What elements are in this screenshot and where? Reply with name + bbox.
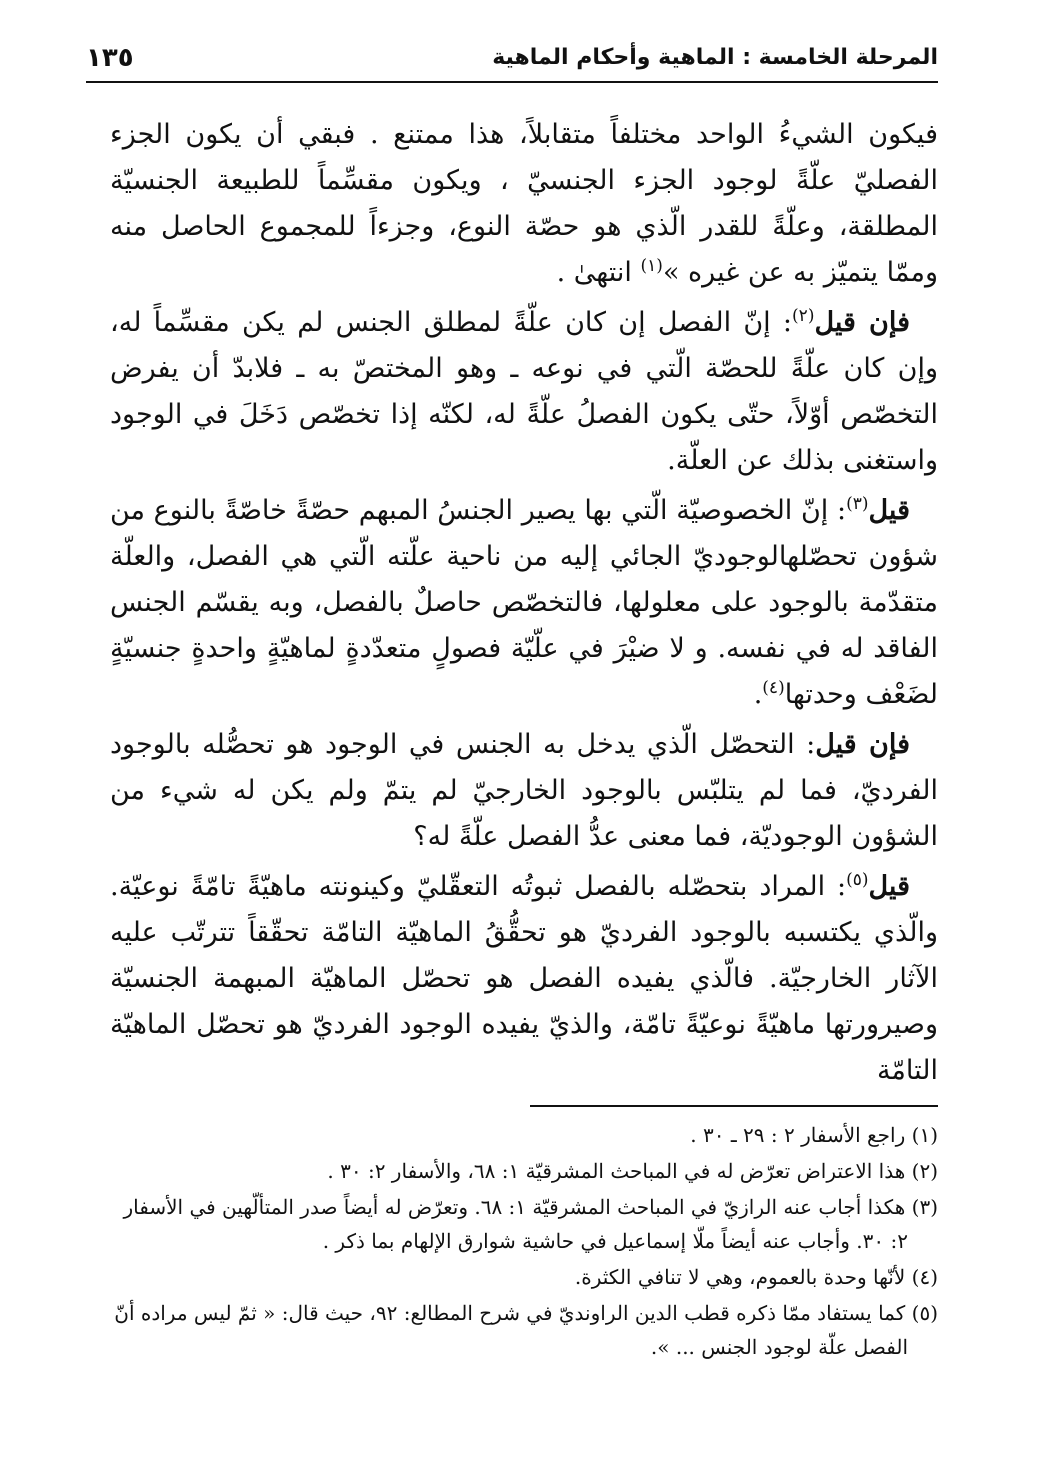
paragraph: [110, 300, 938, 484]
main-text: [110, 112, 938, 1098]
paragraph-tail: .: [753, 679, 763, 710]
paragraph-tail: انتهىٰ .: [556, 257, 641, 288]
footnote: [110, 1118, 938, 1152]
footnote-number: (٣): [911, 1195, 938, 1219]
paragraph: [110, 488, 938, 718]
footnote-text: هذا الاعتراض تعرّض له في المباحث المشرقيّة ١: ٦٨، والأسفار ٢: ٣٠ .: [327, 1159, 906, 1183]
footnote: [110, 1296, 938, 1364]
paragraph: [110, 722, 938, 860]
footnote-text: راجع الأسفار ٢ : ٢٩ ـ ٣٠ .: [690, 1123, 906, 1147]
paragraph: [110, 112, 938, 296]
footnote-ref[interactable]: (١): [640, 256, 663, 276]
footnote-rule: [530, 1105, 938, 1107]
page-header: [86, 40, 938, 80]
page-number: ١٣٥: [86, 43, 134, 73]
footnotes: [110, 1118, 938, 1366]
paragraph-text: : إنّ الفصل إن كان علّةً لمطلق الجنس لم يكن مقسِّماً له، وإن كان علّةً للحصّة الّتي في نوعه ـ وهو المختصّ به ـ فلابدّ أن يفرض التخصّص أوّلاً، حتّى يكون الفصلُ علّةً له، لكنّه إذا تخصّص دَخَلَ في الوجود واستغنى بذلك عن العلّة.: [110, 307, 938, 476]
footnote-text: هكذا أجاب عنه الرازيّ في المباحث المشرقيّة ١: ٦٨. وتعرّض له أيضاً صدر المتألّهين في الأسفار ٢: ٣٠. وأجاب عنه أيضاً ملّا إسماعيل في حاشية شوارق الإلهام بما ذكر .: [123, 1195, 908, 1253]
paragraph-lead: قيل: [868, 495, 910, 526]
footnote-ref[interactable]: (٢): [792, 306, 815, 326]
footnote-text: لأنّها وحدة بالعموم، وهي لا تنافي الكثرة.: [574, 1265, 906, 1289]
paragraph-text: : المراد بتحصّله بالفصل ثبوتُه التعقّليّ وكينونته ماهيّةً تامّةً نوعيّة. والّذي يكتسبه بالوجود الفرديّ هو تحقُّقُ الماهيّة التامّة تحقّقاً تترتّب عليه الآثار الخارجيّة. فالّذي يفيده الفصل هو تحصّل الماهيّة المبهمة الجنسيّة وصيرورتها ماهيّةً نوعيّةً تامّة، والذيّ يفيده الوجود الفرديّ هو تحصّل الماهيّة التامّة: [110, 871, 938, 1086]
paragraph-text: : إنّ الخصوصيّة الّتي بها يصير الجنسُ المبهم حصّةً خاصّةً بالنوع من شؤون تحصّلهالوجوديّ الجائي إليه من ناحية علّته الّتي هي الفصل، والعلّة متقدّمة بالوجود على معلولها، فالتخصّص حاصلٌ بالفصل، وبه يقسّم الجنس الفاقد له في نفسه. و لا ضيْرَ في علّيّة فصولٍ متعدّدةٍ لماهيّةٍ واحدةٍ جنسيّةٍ لضَعْف وحدتها: [110, 495, 938, 710]
paragraph: [110, 864, 938, 1094]
header-rule: [86, 81, 938, 83]
footnote: [110, 1260, 938, 1294]
running-title: المرحلة الخامسة : الماهية وأحكام الماهية: [492, 45, 938, 70]
footnote-number: (١): [911, 1123, 938, 1147]
footnote-ref[interactable]: (٤): [762, 678, 785, 698]
footnote-number: (٥): [911, 1301, 938, 1325]
footnote-ref[interactable]: (٥): [846, 870, 869, 890]
footnote-ref[interactable]: (٣): [846, 494, 869, 514]
paragraph-lead: فإن قيل: [815, 729, 910, 760]
paragraph-lead: قيل: [868, 871, 910, 902]
footnote-text: كما يستفاد ممّا ذكره قطب الدين الراونديّ في شرح المطالع: ٩٢، حيث قال: « ثمّ ليس مراده أنّ الفصل علّة لوجود الجنس ... ».: [114, 1301, 908, 1359]
paragraph-lead: فإن قيل: [814, 307, 910, 338]
footnote-number: (٢): [911, 1159, 938, 1183]
footnote-number: (٤): [911, 1265, 938, 1289]
footnote: [110, 1154, 938, 1188]
footnote: [110, 1190, 938, 1258]
paragraph-text: : التحصّل الّذي يدخل به الجنس في الوجود هو تحصُّله بالوجود الفرديّ، فما لم يتلبّس بالوجود الخارجيّ لم يتمّ ولم يكن له شيء من الشؤون الوجوديّة، فما معنى عدُّ الفصل علّةً له؟: [110, 729, 938, 852]
paragraph-text: فيكون الشيءُ الواحد مختلفاً متقابلاً، هذا ممتنع . فبقي أن يكون الجزء الفصليّ علّةً لوجود الجزء الجنسيّ ، ويكون مقسِّماً للطبيعة الجنسيّة المطلقة، وعلّةً للقدر الّذي هو حصّة النوع، وجزءاً للمجموع الحاصل منه وممّا يتميّز به عن غيره »: [110, 119, 938, 288]
